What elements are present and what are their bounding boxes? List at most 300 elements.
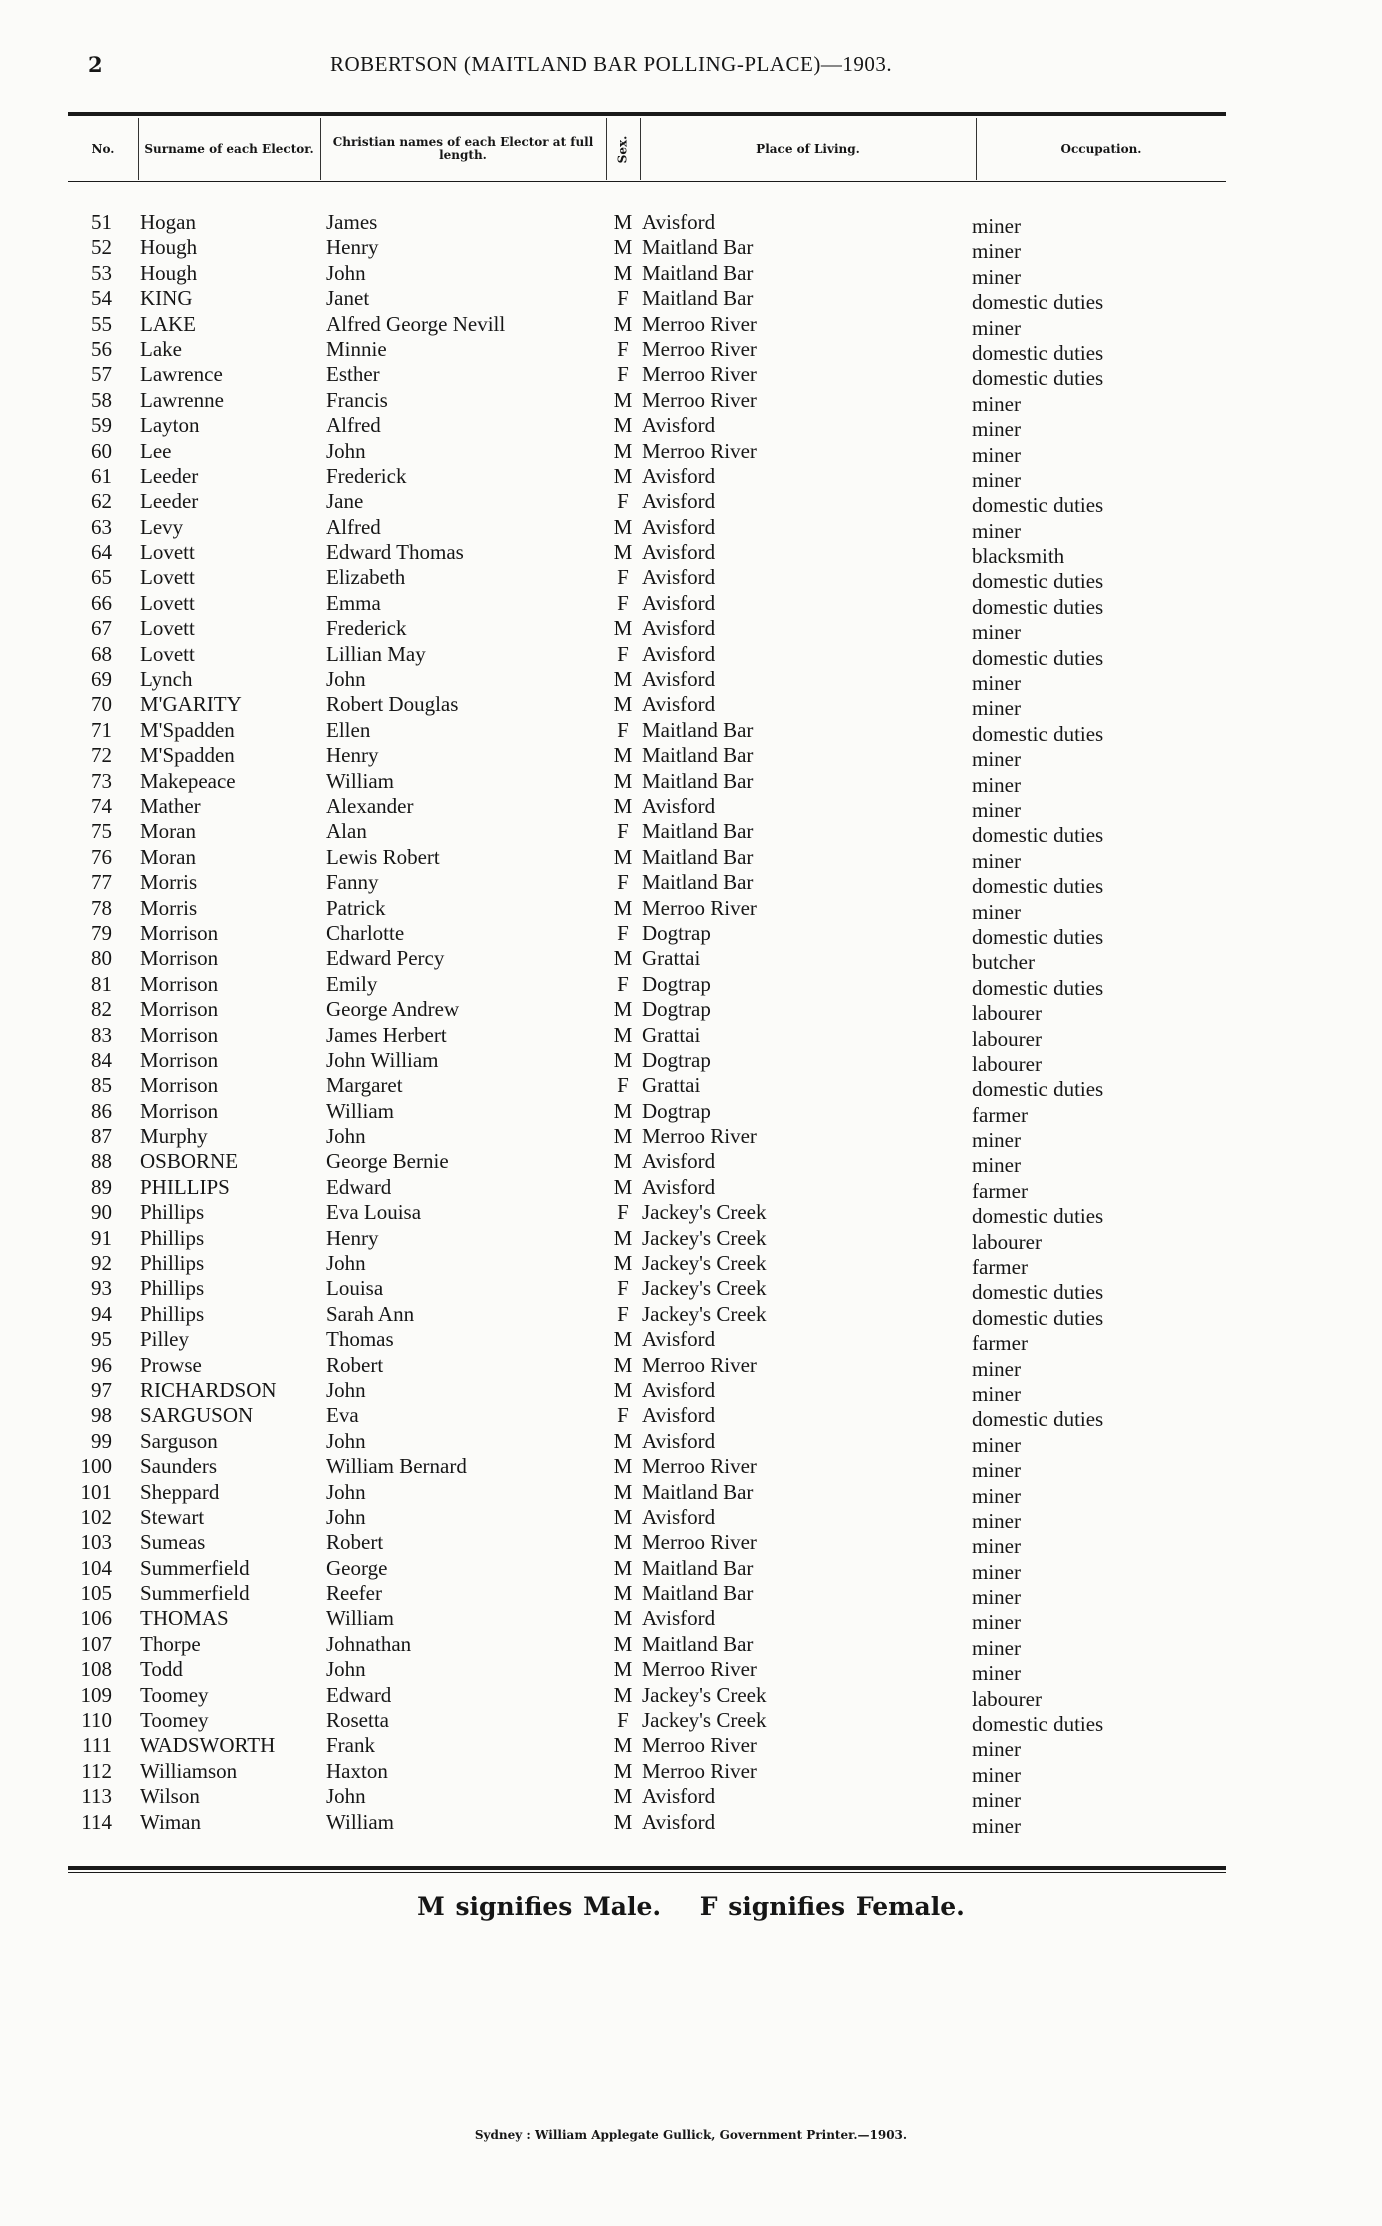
elector-christian-names: John <box>326 260 366 285</box>
table-row <box>68 1174 1226 1203</box>
elector-number: 78 <box>91 895 112 920</box>
elector-christian-names: Eva <box>326 1403 359 1428</box>
elector-sex: F <box>617 1276 629 1301</box>
elector-number: 79 <box>91 920 112 945</box>
elector-surname: Lake <box>140 336 182 361</box>
elector-sex: M <box>613 1479 633 1504</box>
elector-place-of-living: Avisford <box>642 590 716 615</box>
elector-christian-names: Johnathan <box>326 1631 412 1656</box>
table-row <box>68 362 1226 391</box>
elector-place-of-living: Jackey's Creek <box>642 1301 767 1326</box>
elector-christian-names: Henry <box>326 743 379 768</box>
column-header-sex <box>606 118 640 180</box>
elector-place-of-living: Maitland Bar <box>642 870 754 895</box>
elector-sex: M <box>613 1428 633 1453</box>
elector-place-of-living: Avisford <box>642 692 716 717</box>
elector-place-of-living: Avisford <box>642 667 716 692</box>
elector-sex: F <box>617 1200 629 1225</box>
elector-number: 97 <box>91 1377 112 1402</box>
printer-imprint: Sydney : William Applegate Gullick, Government Printer.—1903. <box>474 2128 908 2142</box>
elector-christian-names: Lillian May <box>326 641 426 666</box>
page-number: 2 <box>88 52 103 77</box>
elector-surname: Stewart <box>140 1504 205 1529</box>
elector-christian-names: Rosetta <box>326 1708 389 1733</box>
table-row <box>68 210 1226 238</box>
elector-sex: M <box>613 235 633 260</box>
table-row <box>68 768 1226 797</box>
elector-christian-names: Thomas <box>326 1327 394 1352</box>
elector-occupation: domestic duties <box>972 975 1104 1000</box>
elector-surname: Morrison <box>140 997 219 1022</box>
elector-place-of-living: Avisford <box>642 514 716 539</box>
table-row <box>68 1733 1226 1762</box>
elector-occupation: miner <box>972 1432 1021 1457</box>
elector-place-of-living: Maitland Bar <box>642 1581 754 1606</box>
elector-place-of-living: Avisford <box>642 1403 716 1428</box>
table-row <box>68 1758 1226 1787</box>
elector-number: 52 <box>91 235 112 260</box>
elector-place-of-living: Maitland Bar <box>642 286 754 311</box>
table-row <box>68 311 1226 340</box>
table-row <box>68 1200 1226 1229</box>
elector-surname: THOMAS <box>140 1606 229 1631</box>
table-row <box>68 438 1226 467</box>
table-bottom-rule-thin <box>68 1872 1226 1873</box>
elector-place-of-living: Avisford <box>642 641 716 666</box>
elector-surname: Leeder <box>140 489 199 514</box>
elector-sex: M <box>613 1327 633 1352</box>
elector-occupation: miner <box>972 1356 1021 1381</box>
elector-place-of-living: Merroo River <box>642 362 757 387</box>
elector-surname: Pilley <box>140 1327 190 1352</box>
elector-christian-names: William <box>326 1098 394 1123</box>
elector-occupation: domestic duties <box>972 924 1104 949</box>
elector-surname: Phillips <box>140 1276 205 1301</box>
table-row <box>68 1225 1226 1254</box>
legend-female: F signifies Female. <box>699 1892 965 1921</box>
elector-christian-names: George <box>326 1555 388 1580</box>
table-row <box>68 1784 1226 1813</box>
table-row <box>68 667 1226 696</box>
elector-christian-names: Emily <box>326 971 378 996</box>
elector-christian-names: James <box>326 210 378 234</box>
elector-number: 83 <box>91 1022 112 1047</box>
elector-number: 60 <box>91 438 112 463</box>
elector-surname: Summerfield <box>140 1581 250 1606</box>
elector-surname: Thorpe <box>140 1631 201 1656</box>
elector-sex: M <box>613 667 633 692</box>
header-bottom-rule <box>68 181 1226 182</box>
table-row <box>68 692 1226 721</box>
elector-occupation: miner <box>972 1508 1021 1533</box>
column-header-surname: Surname of each Elector. <box>144 141 314 156</box>
elector-place-of-living: Jackey's Creek <box>642 1276 767 1301</box>
elector-surname: Prowse <box>140 1352 202 1377</box>
elector-surname: RICHARDSON <box>140 1377 277 1402</box>
elector-occupation: miner <box>972 772 1021 797</box>
elector-christian-names: Francis <box>326 387 388 412</box>
elector-number: 108 <box>80 1657 112 1682</box>
elector-occupation: domestic duties <box>972 1280 1104 1305</box>
elector-christian-names: George Bernie <box>326 1149 449 1174</box>
elector-surname: M'Spadden <box>140 743 235 768</box>
elector-number: 89 <box>91 1174 112 1199</box>
table-row <box>68 1098 1226 1127</box>
elector-occupation: domestic duties <box>972 594 1104 619</box>
elector-place-of-living: Avisford <box>642 1174 716 1199</box>
elector-place-of-living: Avisford <box>642 1428 716 1453</box>
elector-christian-names: Alfred George Nevill <box>326 311 506 336</box>
elector-sex: M <box>613 463 633 488</box>
elector-christian-names: John <box>326 1504 366 1529</box>
elector-number: 106 <box>80 1606 112 1631</box>
elector-christian-names: John <box>326 1784 366 1809</box>
elector-christian-names: Patrick <box>326 895 386 920</box>
elector-surname: LAKE <box>140 311 196 336</box>
elector-number: 94 <box>91 1301 112 1326</box>
elector-sex: F <box>617 1301 629 1326</box>
elector-place-of-living: Avisford <box>642 1377 716 1402</box>
table-row <box>68 1428 1226 1457</box>
elector-place-of-living: Maitland Bar <box>642 235 754 260</box>
elector-place-of-living: Maitland Bar <box>642 260 754 285</box>
elector-christian-names: John <box>326 1124 366 1149</box>
elector-number: 90 <box>91 1200 112 1225</box>
elector-place-of-living: Jackey's Creek <box>642 1708 767 1733</box>
elector-occupation: domestic duties <box>972 1407 1104 1432</box>
elector-place-of-living: Dogtrap <box>642 920 711 945</box>
table-row <box>68 260 1226 289</box>
elector-place-of-living: Merroo River <box>642 1758 757 1783</box>
elector-number: 58 <box>91 387 112 412</box>
elector-christian-names: Alan <box>326 819 367 844</box>
elector-surname: Lovett <box>140 641 195 666</box>
elector-occupation: miner <box>972 467 1021 492</box>
elector-christian-names: John <box>326 438 366 463</box>
elector-sex: M <box>613 1225 633 1250</box>
elector-occupation: miner <box>972 1483 1021 1508</box>
elector-number: 53 <box>91 260 112 285</box>
elector-occupation: miner <box>972 899 1021 924</box>
elector-sex: M <box>613 1682 633 1707</box>
table-row <box>68 1708 1226 1737</box>
table-row <box>68 1327 1226 1356</box>
table-row <box>68 1377 1226 1406</box>
table-row <box>68 997 1226 1026</box>
elector-christian-names: William <box>326 1606 394 1631</box>
elector-surname: Phillips <box>140 1251 205 1276</box>
elector-place-of-living: Dogtrap <box>642 997 711 1022</box>
table-row <box>68 1251 1226 1280</box>
elector-occupation: miner <box>972 264 1021 289</box>
elector-surname: Phillips <box>140 1301 205 1326</box>
table-row <box>68 514 1226 543</box>
elector-number: 57 <box>91 362 112 387</box>
elector-surname: Williamson <box>140 1758 238 1783</box>
elector-sex: M <box>613 1149 633 1174</box>
elector-sex: M <box>613 540 633 565</box>
elector-place-of-living: Avisford <box>642 1327 716 1352</box>
elector-number: 56 <box>91 336 112 361</box>
elector-christian-names: John <box>326 1428 366 1453</box>
elector-occupation: miner <box>972 1153 1021 1178</box>
elector-place-of-living: Avisford <box>642 413 716 438</box>
elector-place-of-living: Jackey's Creek <box>642 1225 767 1250</box>
elector-place-of-living: Avisford <box>642 540 716 565</box>
elector-surname: PHILLIPS <box>140 1174 230 1199</box>
elector-surname: Summerfield <box>140 1555 250 1580</box>
elector-occupation: labourer <box>972 1026 1042 1051</box>
elector-sex: F <box>617 641 629 666</box>
elector-place-of-living: Avisford <box>642 1784 716 1809</box>
elector-occupation: miner <box>972 1788 1021 1813</box>
elector-christian-names: Margaret <box>326 1073 403 1098</box>
table-row <box>68 413 1226 442</box>
elector-place-of-living: Grattai <box>642 1073 701 1098</box>
elector-sex: F <box>617 590 629 615</box>
elector-sex: M <box>613 311 633 336</box>
elector-occupation: miner <box>972 848 1021 873</box>
elector-surname: Lovett <box>140 616 195 641</box>
elector-surname: M'GARITY <box>140 692 242 717</box>
elector-occupation: miner <box>972 518 1021 543</box>
elector-sex: M <box>613 997 633 1022</box>
elector-occupation: domestic duties <box>972 721 1104 746</box>
elector-surname: Lee <box>140 438 172 463</box>
elector-sex: M <box>613 616 633 641</box>
elector-number: 80 <box>91 946 112 971</box>
elector-place-of-living: Maitland Bar <box>642 717 754 742</box>
elector-occupation: domestic duties <box>972 290 1104 315</box>
elector-number: 101 <box>80 1479 112 1504</box>
elector-sex: M <box>613 1454 633 1479</box>
elector-number: 91 <box>91 1225 112 1250</box>
elector-number: 96 <box>91 1352 112 1377</box>
table-row <box>68 920 1226 949</box>
table-row <box>68 844 1226 873</box>
elector-surname: Lawrence <box>140 362 223 387</box>
elector-christian-names: John <box>326 1377 366 1402</box>
elector-surname: Mather <box>140 793 201 818</box>
elector-sex: M <box>613 1555 633 1580</box>
elector-sex: F <box>617 971 629 996</box>
elector-number: 103 <box>80 1530 112 1555</box>
elector-sex: M <box>613 387 633 412</box>
elector-occupation: miner <box>972 797 1021 822</box>
elector-sex: M <box>613 1733 633 1758</box>
elector-surname: Morrison <box>140 971 219 996</box>
elector-sex: F <box>617 870 629 895</box>
elector-sex: M <box>613 1606 633 1631</box>
table-row <box>68 1631 1226 1660</box>
elector-occupation: miner <box>972 1128 1021 1153</box>
elector-place-of-living: Maitland Bar <box>642 1479 754 1504</box>
elector-surname: M'Spadden <box>140 717 235 742</box>
elector-place-of-living: Merroo River <box>642 1124 757 1149</box>
table-row <box>68 1022 1226 1051</box>
elector-number: 113 <box>81 1784 112 1809</box>
elector-place-of-living: Maitland Bar <box>642 844 754 869</box>
elector-place-of-living: Grattai <box>642 946 701 971</box>
elector-place-of-living: Merroo River <box>642 311 757 336</box>
elector-place-of-living: Merroo River <box>642 438 757 463</box>
table-row <box>68 1479 1226 1508</box>
elector-occupation: domestic duties <box>972 645 1104 670</box>
elector-sex: F <box>617 1403 629 1428</box>
elector-christian-names: Emma <box>326 590 381 615</box>
elector-christian-names: John <box>326 1657 366 1682</box>
elector-christian-names: Minnie <box>326 336 387 361</box>
elector-surname: Sarguson <box>140 1428 218 1453</box>
elector-christian-names: Ellen <box>326 717 371 742</box>
elector-number: 81 <box>91 971 112 996</box>
elector-christian-names: Reefer <box>326 1581 382 1606</box>
elector-number: 77 <box>91 870 112 895</box>
elector-number: 107 <box>80 1631 112 1656</box>
elector-sex: M <box>613 1098 633 1123</box>
elector-place-of-living: Dogtrap <box>642 1098 711 1123</box>
elector-place-of-living: Maitland Bar <box>642 743 754 768</box>
elector-number: 95 <box>91 1327 112 1352</box>
elector-sex: M <box>613 260 633 285</box>
elector-number: 93 <box>91 1276 112 1301</box>
elector-place-of-living: Maitland Bar <box>642 768 754 793</box>
elector-number: 72 <box>91 743 112 768</box>
elector-number: 84 <box>91 1047 112 1072</box>
elector-surname: Wiman <box>140 1809 201 1834</box>
column-divider <box>138 118 139 180</box>
elector-number: 70 <box>91 692 112 717</box>
table-row <box>68 946 1226 975</box>
electors-list <box>68 210 1226 1838</box>
elector-sex: F <box>617 362 629 387</box>
elector-place-of-living: Merroo River <box>642 895 757 920</box>
elector-place-of-living: Avisford <box>642 463 716 488</box>
elector-surname: Sumeas <box>140 1530 206 1555</box>
elector-occupation: miner <box>972 214 1021 238</box>
elector-surname: Moran <box>140 819 196 844</box>
elector-christian-names: Alfred <box>326 514 381 539</box>
sex-legend <box>0 1892 1382 1921</box>
elector-christian-names: Edward <box>326 1682 392 1707</box>
elector-christian-names: Janet <box>326 286 370 311</box>
table-row <box>68 1581 1226 1610</box>
elector-sex: M <box>613 1809 633 1834</box>
table-row <box>68 1352 1226 1381</box>
elector-place-of-living: Dogtrap <box>642 1047 711 1072</box>
elector-christian-names: Henry <box>326 1225 379 1250</box>
elector-place-of-living: Avisford <box>642 1504 716 1529</box>
table-row <box>68 1403 1226 1432</box>
elector-surname: Lovett <box>140 565 195 590</box>
elector-christian-names: Louisa <box>326 1276 384 1301</box>
elector-surname: Lovett <box>140 590 195 615</box>
table-row <box>68 1682 1226 1711</box>
elector-sex: F <box>617 1708 629 1733</box>
elector-christian-names: Robert <box>326 1352 384 1377</box>
elector-occupation: miner <box>972 239 1021 264</box>
elector-place-of-living: Avisford <box>642 565 716 590</box>
elector-christian-names: John <box>326 667 366 692</box>
table-row <box>68 641 1226 670</box>
elector-sex: M <box>613 895 633 920</box>
elector-christian-names: Edward Thomas <box>326 540 464 565</box>
elector-occupation: labourer <box>972 1051 1042 1076</box>
elector-occupation: domestic duties <box>972 823 1104 848</box>
elector-number: 55 <box>91 311 112 336</box>
table-row <box>68 1606 1226 1635</box>
elector-christian-names: Alfred <box>326 413 381 438</box>
elector-surname: Morrison <box>140 1098 219 1123</box>
table-row <box>68 1276 1226 1305</box>
table-row <box>68 1555 1226 1584</box>
elector-christian-names: Jane <box>326 489 364 514</box>
elector-occupation: miner <box>972 1585 1021 1610</box>
elector-occupation: labourer <box>972 1001 1042 1026</box>
elector-number: 73 <box>91 768 112 793</box>
elector-place-of-living: Avisford <box>642 1149 716 1174</box>
elector-occupation: miner <box>972 1559 1021 1584</box>
elector-number: 102 <box>80 1504 112 1529</box>
table-row <box>68 1809 1226 1838</box>
elector-sex: M <box>613 1174 633 1199</box>
table-row <box>68 336 1226 365</box>
elector-surname: Toomey <box>140 1708 209 1733</box>
table-row <box>68 971 1226 1000</box>
elector-surname: Phillips <box>140 1225 205 1250</box>
elector-number: 86 <box>91 1098 112 1123</box>
elector-number: 100 <box>80 1454 112 1479</box>
elector-surname: Hough <box>140 260 198 285</box>
elector-place-of-living: Jackey's Creek <box>642 1251 767 1276</box>
elector-sex: M <box>613 1352 633 1377</box>
elector-number: 75 <box>91 819 112 844</box>
elector-christian-names: George Andrew <box>326 997 460 1022</box>
elector-occupation: miner <box>972 671 1021 696</box>
elector-christian-names: Henry <box>326 235 379 260</box>
elector-number: 62 <box>91 489 112 514</box>
elector-number: 68 <box>91 641 112 666</box>
elector-occupation: miner <box>972 1458 1021 1483</box>
page-title: ROBERTSON (MAITLAND BAR POLLING-PLACE)—1903. <box>330 52 893 76</box>
elector-surname: Morris <box>140 895 198 920</box>
elector-occupation: domestic duties <box>972 874 1104 899</box>
elector-number: 92 <box>91 1251 112 1276</box>
elector-occupation: miner <box>972 1762 1021 1787</box>
elector-place-of-living: Merroo River <box>642 1530 757 1555</box>
elector-place-of-living: Avisford <box>642 210 716 234</box>
elector-sex: M <box>613 1251 633 1276</box>
elector-surname: Morrison <box>140 1022 219 1047</box>
elector-place-of-living: Dogtrap <box>642 971 711 996</box>
table-row <box>68 1454 1226 1483</box>
elector-surname: Hough <box>140 235 198 260</box>
elector-place-of-living: Avisford <box>642 793 716 818</box>
elector-christian-names: Frederick <box>326 616 407 641</box>
elector-place-of-living: Maitland Bar <box>642 1631 754 1656</box>
elector-occupation: domestic duties <box>972 1077 1104 1102</box>
elector-occupation: miner <box>972 1534 1021 1559</box>
elector-sex: M <box>613 844 633 869</box>
elector-surname: Todd <box>140 1657 183 1682</box>
elector-surname: WADSWORTH <box>140 1733 276 1758</box>
elector-occupation: miner <box>972 747 1021 772</box>
elector-christian-names: Elizabeth <box>326 565 406 590</box>
elector-sex: M <box>613 946 633 971</box>
elector-surname: Morrison <box>140 1047 219 1072</box>
elector-christian-names: William <box>326 1809 394 1834</box>
elector-place-of-living: Avisford <box>642 1606 716 1631</box>
